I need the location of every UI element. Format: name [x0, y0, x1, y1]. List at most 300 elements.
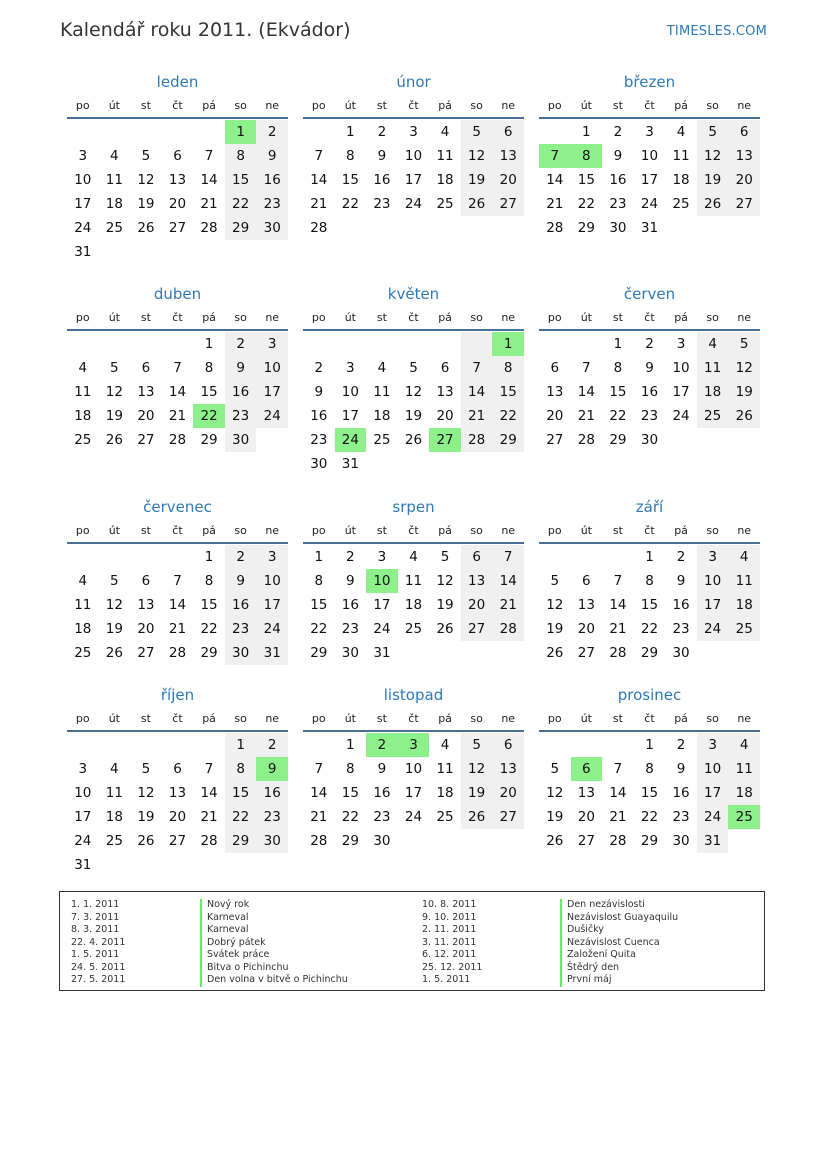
empty-day-cell — [335, 216, 367, 240]
legend-holiday-name: Dobrý pátek — [200, 937, 266, 950]
day-cell: 25 — [728, 805, 760, 829]
weekday-label: ne — [737, 311, 752, 324]
day-cell: 7 — [461, 356, 493, 380]
day-cell: 18 — [105, 196, 123, 212]
weekday-header — [67, 308, 288, 331]
empty-day-cell — [366, 332, 398, 356]
days-grid — [539, 545, 760, 665]
weekday-label: so — [234, 712, 247, 725]
day-cell: 1 — [582, 124, 591, 140]
day-cell: 21 — [310, 196, 328, 212]
day-cell: 6 — [173, 148, 182, 164]
day-cell: 22 — [193, 404, 225, 428]
day-cell: 24 — [404, 809, 423, 825]
day-cell: 25 — [105, 220, 123, 236]
weekday-label: st — [140, 712, 151, 725]
weekday-label: po — [311, 524, 326, 537]
day-cell: 8 — [571, 144, 603, 168]
empty-day-cell — [99, 733, 131, 757]
day-cell: 21 — [609, 621, 627, 637]
day-cell: 17 — [672, 384, 690, 400]
day-cell: 26 — [105, 645, 123, 661]
day-cell: 13 — [492, 144, 524, 168]
legend-date: 8. 3. 2011 — [71, 924, 120, 935]
days-grid — [303, 332, 524, 476]
weekday-label: pá — [674, 311, 688, 324]
empty-day-cell — [571, 545, 603, 569]
day-cell: 3 — [398, 733, 430, 757]
day-cell: 25 — [74, 432, 92, 448]
day-cell: 28 — [168, 432, 187, 448]
day-cell: 10 — [74, 172, 92, 188]
day-cell: 2 — [314, 360, 324, 376]
day-cell: 10 — [256, 356, 288, 380]
empty-day-cell — [429, 216, 461, 240]
day-cell: 22 — [225, 192, 257, 216]
day-cell: 18 — [436, 172, 454, 188]
weekday-label: so — [706, 524, 719, 537]
empty-day-cell — [665, 216, 697, 240]
day-cell: 22 — [341, 196, 359, 212]
day-cell: 4 — [377, 360, 387, 376]
day-cell: 22 — [310, 621, 328, 637]
weekday-label: čt — [172, 712, 183, 725]
weekday-label: ne — [265, 311, 280, 324]
day-cell: 29 — [310, 645, 328, 661]
day-cell: 25 — [404, 621, 423, 637]
weekday-label: po — [311, 99, 326, 112]
day-cell: 8 — [346, 148, 355, 164]
weekday-label: út — [108, 311, 120, 324]
month-name: březen — [623, 73, 676, 91]
legend-date: 7. 3. 2011 — [71, 911, 120, 923]
weekday-label: út — [580, 524, 592, 537]
day-cell: 6 — [173, 761, 182, 777]
day-cell: 2 — [256, 733, 288, 757]
weekday-label: ne — [501, 712, 516, 725]
day-cell: 5 — [461, 733, 493, 757]
empty-day-cell — [461, 332, 493, 356]
day-cell: 9 — [314, 384, 324, 400]
day-cell: 5 — [141, 148, 151, 164]
day-cell: 11 — [105, 172, 123, 188]
day-cell: 9 — [256, 144, 288, 168]
day-cell: 16 — [609, 172, 627, 188]
legend-date: 1. 5. 2011 — [422, 974, 471, 985]
day-cell: 5 — [440, 549, 450, 565]
weekday-header — [303, 308, 524, 331]
day-cell: 9 — [676, 573, 686, 589]
day-cell: 29 — [577, 220, 595, 236]
day-cell: 27 — [577, 645, 595, 661]
day-cell: 26 — [404, 432, 423, 448]
weekday-header — [303, 96, 524, 119]
weekday-label: út — [108, 524, 120, 537]
day-cell: 24 — [74, 220, 92, 236]
month-name: červenec — [143, 498, 212, 516]
day-cell: 12 — [697, 144, 729, 168]
day-cell: 13 — [546, 384, 564, 400]
day-cell: 12 — [105, 384, 123, 400]
day-cell: 1 — [204, 336, 214, 352]
day-cell: 26 — [137, 833, 155, 849]
month-name: leden — [156, 73, 199, 91]
day-cell: 14 — [461, 380, 493, 404]
empty-day-cell — [162, 240, 194, 264]
day-cell: 10 — [256, 569, 288, 593]
day-cell: 27 — [137, 645, 155, 661]
day-cell: 2 — [613, 124, 623, 140]
day-cell: 29 — [225, 216, 257, 240]
day-cell: 26 — [461, 192, 493, 216]
weekday-label: po — [311, 712, 326, 725]
weekday-label: čt — [644, 712, 655, 725]
day-cell: 13 — [168, 172, 187, 188]
empty-day-cell — [193, 240, 225, 264]
legend-holiday-name: Dušičky — [560, 924, 604, 937]
legend-holiday-name: Bitva o Pichinchu — [200, 962, 289, 975]
day-cell: 6 — [571, 757, 603, 781]
legend-date: 22. 4. 2011 — [71, 936, 126, 948]
weekday-label: st — [376, 99, 387, 112]
weekday-label: st — [376, 524, 387, 537]
days-grid — [303, 733, 524, 853]
day-cell: 19 — [728, 380, 760, 404]
empty-day-cell — [303, 733, 335, 757]
day-cell: 3 — [645, 124, 654, 140]
day-cell: 15 — [200, 384, 218, 400]
weekday-label: út — [580, 99, 592, 112]
day-cell: 29 — [640, 833, 659, 849]
month-name: září — [635, 498, 664, 516]
empty-day-cell — [571, 332, 603, 356]
day-cell: 4 — [110, 761, 119, 777]
weekday-label: ne — [737, 524, 752, 537]
day-cell: 6 — [141, 573, 151, 589]
day-cell: 19 — [137, 809, 155, 825]
day-cell: 9 — [377, 148, 387, 164]
empty-day-cell — [398, 641, 430, 665]
empty-day-cell — [130, 733, 162, 757]
day-cell: 5 — [550, 573, 560, 589]
day-cell: 9 — [377, 761, 387, 777]
day-cell: 4 — [676, 124, 686, 140]
day-cell: 20 — [137, 621, 155, 637]
month-block — [67, 72, 288, 264]
empty-day-cell — [398, 829, 430, 853]
legend-holiday-name: První máj — [560, 974, 612, 987]
days-grid — [67, 120, 288, 264]
day-cell: 20 — [577, 809, 595, 825]
weekday-label: po — [547, 99, 562, 112]
legend-date: 10. 8. 2011 — [422, 899, 477, 910]
day-cell: 3 — [78, 148, 88, 164]
weekday-header — [539, 521, 760, 544]
empty-day-cell — [335, 332, 367, 356]
weekday-header — [303, 521, 524, 544]
weekday-header — [539, 709, 760, 732]
day-cell: 16 — [672, 785, 690, 801]
day-cell: 31 — [697, 829, 729, 853]
empty-day-cell — [67, 733, 99, 757]
weekday-label: so — [234, 311, 247, 324]
weekday-label: čt — [172, 311, 183, 324]
legend-date: 2. 11. 2011 — [422, 924, 477, 935]
day-cell: 28 — [310, 833, 328, 849]
weekday-label: pá — [202, 712, 216, 725]
day-cell: 11 — [105, 785, 123, 801]
day-cell: 28 — [546, 220, 564, 236]
day-cell: 10 — [404, 761, 423, 777]
day-cell: 12 — [137, 785, 155, 801]
day-cell: 31 — [341, 456, 359, 472]
day-cell: 19 — [697, 168, 729, 192]
legend-date: 3. 11. 2011 — [422, 936, 477, 948]
day-cell: 23 — [672, 621, 690, 637]
month-block — [303, 685, 524, 853]
day-cell: 2 — [366, 733, 398, 757]
day-cell: 21 — [200, 196, 218, 212]
day-cell: 4 — [440, 124, 450, 140]
day-cell: 28 — [310, 220, 328, 236]
day-cell: 26 — [105, 432, 123, 448]
day-cell: 15 — [310, 597, 328, 613]
empty-day-cell — [67, 120, 99, 144]
day-cell: 10 — [366, 569, 398, 593]
day-cell: 10 — [697, 757, 729, 781]
day-cell: 1 — [204, 549, 214, 565]
empty-day-cell — [429, 829, 461, 853]
day-cell: 8 — [346, 761, 355, 777]
day-cell: 29 — [640, 645, 659, 661]
day-cell: 22 — [225, 805, 257, 829]
month-name: listopad — [383, 686, 444, 704]
day-cell: 5 — [110, 360, 119, 376]
day-cell: 12 — [105, 597, 123, 613]
empty-day-cell — [225, 240, 257, 264]
day-cell: 29 — [200, 645, 218, 661]
empty-day-cell — [398, 332, 430, 356]
day-cell: 17 — [697, 593, 729, 617]
day-cell: 14 — [168, 384, 187, 400]
day-cell: 18 — [672, 172, 690, 188]
day-cell: 10 — [697, 569, 729, 593]
day-cell: 22 — [492, 404, 524, 428]
empty-day-cell — [193, 853, 225, 877]
weekday-label: st — [140, 524, 151, 537]
days-grid — [539, 120, 760, 240]
day-cell: 18 — [728, 781, 760, 805]
day-cell: 14 — [609, 597, 627, 613]
day-cell: 12 — [436, 573, 454, 589]
legend-holiday-name: Založení Quita — [560, 949, 636, 962]
day-cell: 28 — [200, 833, 218, 849]
weekday-label: po — [75, 311, 90, 324]
day-cell: 8 — [314, 573, 324, 589]
empty-day-cell — [99, 240, 131, 264]
day-cell: 19 — [461, 168, 493, 192]
brand-logo[interactable]: TIMESLES.COM — [666, 24, 767, 39]
day-cell: 24 — [256, 404, 288, 428]
weekday-label: út — [344, 99, 356, 112]
day-cell: 26 — [436, 621, 454, 637]
month-block — [539, 72, 760, 240]
day-cell: 23 — [373, 809, 391, 825]
weekday-label: so — [706, 311, 719, 324]
day-cell: 4 — [78, 573, 88, 589]
day-cell: 27 — [168, 220, 187, 236]
empty-day-cell — [366, 452, 398, 476]
weekday-label: ne — [501, 311, 516, 324]
day-cell: 11 — [436, 761, 454, 777]
day-cell: 31 — [640, 220, 659, 236]
day-cell: 26 — [697, 192, 729, 216]
weekday-label: pá — [438, 712, 452, 725]
day-cell: 28 — [492, 617, 524, 641]
empty-day-cell — [665, 428, 697, 452]
day-cell: 16 — [225, 593, 257, 617]
empty-day-cell — [225, 853, 257, 877]
legend-date: 27. 5. 2011 — [71, 974, 126, 985]
day-cell: 18 — [74, 621, 92, 637]
day-cell: 30 — [256, 829, 288, 853]
day-cell: 7 — [613, 761, 623, 777]
weekday-label: pá — [674, 712, 688, 725]
empty-day-cell — [67, 545, 99, 569]
empty-day-cell — [539, 332, 571, 356]
empty-day-cell — [130, 545, 162, 569]
empty-day-cell — [728, 641, 760, 665]
day-cell: 25 — [436, 809, 454, 825]
weekday-label: čt — [172, 99, 183, 112]
empty-day-cell — [193, 733, 225, 757]
weekday-label: ne — [265, 712, 280, 725]
day-cell: 26 — [461, 805, 493, 829]
day-cell: 28 — [200, 220, 218, 236]
day-cell: 19 — [404, 408, 423, 424]
legend-date: 1. 5. 2011 — [71, 949, 120, 960]
day-cell: 4 — [697, 332, 729, 356]
weekday-label: pá — [438, 524, 452, 537]
day-cell: 2 — [645, 336, 654, 352]
day-cell: 18 — [373, 408, 391, 424]
empty-day-cell — [492, 641, 524, 665]
day-cell: 19 — [105, 621, 123, 637]
day-cell: 19 — [546, 809, 564, 825]
weekday-label: út — [108, 712, 120, 725]
day-cell: 14 — [492, 569, 524, 593]
day-cell: 13 — [492, 757, 524, 781]
day-cell: 21 — [609, 809, 627, 825]
day-cell: 1 — [225, 120, 257, 144]
weekday-label: čt — [408, 99, 419, 112]
day-cell: 6 — [492, 733, 524, 757]
weekday-label: po — [547, 311, 562, 324]
day-cell: 7 — [173, 360, 182, 376]
day-cell: 15 — [341, 172, 359, 188]
day-cell: 27 — [168, 833, 187, 849]
empty-day-cell — [697, 428, 729, 452]
weekday-label: po — [547, 712, 562, 725]
empty-day-cell — [429, 452, 461, 476]
day-cell: 26 — [546, 645, 564, 661]
day-cell: 16 — [341, 597, 359, 613]
day-cell: 26 — [546, 833, 564, 849]
day-cell: 9 — [676, 761, 686, 777]
day-cell: 25 — [105, 833, 123, 849]
day-cell: 18 — [697, 380, 729, 404]
day-cell: 2 — [346, 549, 355, 565]
calendar-grid — [67, 72, 764, 880]
day-cell: 4 — [78, 360, 88, 376]
empty-day-cell — [162, 332, 194, 356]
day-cell: 16 — [310, 408, 328, 424]
day-cell: 20 — [728, 168, 760, 192]
day-cell: 24 — [256, 617, 288, 641]
day-cell: 19 — [461, 781, 493, 805]
day-cell: 22 — [609, 408, 627, 424]
day-cell: 13 — [137, 384, 155, 400]
day-cell: 17 — [341, 408, 359, 424]
empty-day-cell — [398, 452, 430, 476]
empty-day-cell — [162, 545, 194, 569]
weekday-label: čt — [408, 712, 419, 725]
weekday-label: so — [470, 311, 483, 324]
day-cell: 18 — [404, 597, 423, 613]
day-cell: 15 — [200, 597, 218, 613]
empty-day-cell — [429, 641, 461, 665]
day-cell: 7 — [314, 148, 324, 164]
day-cell: 14 — [200, 785, 218, 801]
day-cell: 8 — [204, 573, 214, 589]
day-cell: 17 — [256, 380, 288, 404]
weekday-label: út — [580, 712, 592, 725]
day-cell: 16 — [225, 380, 257, 404]
month-block — [539, 685, 760, 853]
weekday-label: so — [706, 712, 719, 725]
month-block — [539, 284, 760, 452]
day-cell: 24 — [640, 196, 659, 212]
day-cell: 20 — [168, 196, 187, 212]
weekday-label: pá — [202, 524, 216, 537]
day-cell: 29 — [341, 833, 359, 849]
day-cell: 4 — [728, 545, 760, 569]
day-cell: 23 — [341, 621, 359, 637]
day-cell: 21 — [546, 196, 564, 212]
empty-day-cell — [256, 428, 288, 452]
day-cell: 12 — [546, 785, 564, 801]
day-cell: 17 — [74, 196, 92, 212]
weekday-label: st — [140, 99, 151, 112]
day-cell: 3 — [409, 124, 418, 140]
day-cell: 6 — [141, 360, 151, 376]
weekday-label: pá — [202, 311, 216, 324]
day-cell: 16 — [373, 172, 391, 188]
month-name: srpen — [392, 498, 435, 516]
weekday-label: pá — [674, 524, 688, 537]
empty-day-cell — [303, 120, 335, 144]
days-grid — [303, 120, 524, 240]
day-cell: 21 — [168, 621, 187, 637]
empty-day-cell — [130, 240, 162, 264]
weekday-label: út — [108, 99, 120, 112]
day-cell: 30 — [672, 645, 690, 661]
day-cell: 1 — [645, 549, 654, 565]
day-cell: 11 — [404, 573, 423, 589]
month-block — [67, 284, 288, 452]
month-name: říjen — [160, 686, 195, 704]
day-cell: 31 — [256, 641, 288, 665]
